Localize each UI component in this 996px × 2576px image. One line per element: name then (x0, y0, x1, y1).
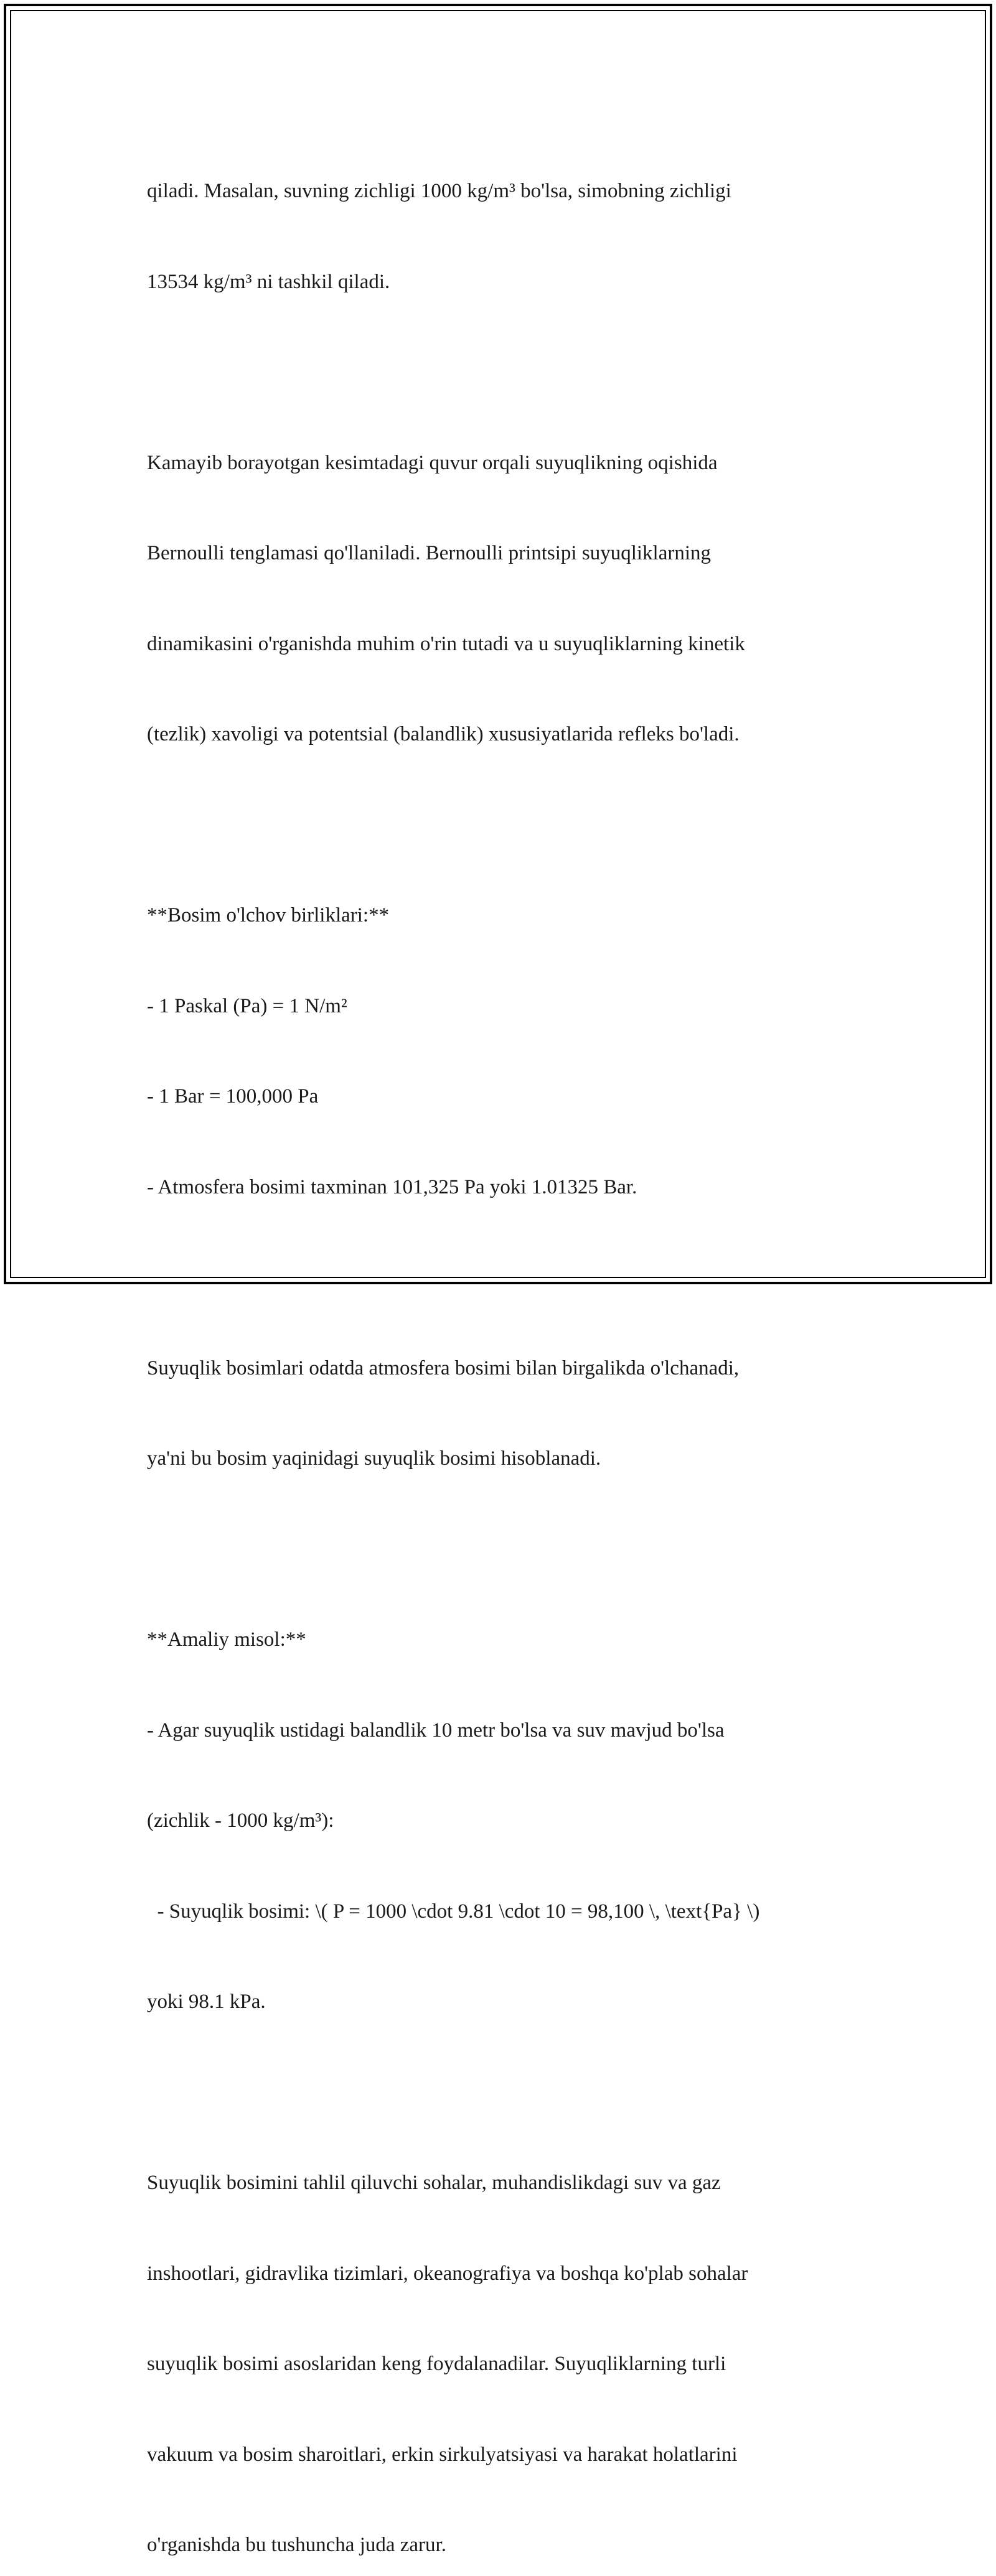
paragraph-bernoulli (147, 388, 850, 810)
text-line: o'rganishda bu tushuncha juda zarur. (147, 2534, 446, 2556)
text-line: vakuum va bosim sharoitlari, erkin sirkulyatsiyasi va harakat holatlarini (147, 2443, 738, 2466)
list-item: - 1 Paskal (Pa) = 1 N/m² (147, 994, 347, 1017)
paragraph-applications (147, 2107, 850, 2576)
list-item: - Atmosfera bosimi taxminan 101,325 Pa yoki 1.01325 Bar. (147, 1175, 637, 1198)
section-heading: **Amaliy misol:** (147, 1628, 306, 1651)
text-line: Suyuqlik bosimlari odatda atmosfera bosimi bilan birgalikda o'lchanadi, (147, 1356, 740, 1379)
text-line: suyuqlik bosimi asoslaridan keng foydalanadilar. Suyuqliklarning turli (147, 2353, 726, 2375)
paragraph-measurement (147, 1293, 850, 1534)
text-line: ya'ni bu bosim yaqinidagi suyuqlik bosimi hisoblanadi. (147, 1447, 601, 1470)
text-line: (zichlik - 1000 kg/m³): (147, 1809, 334, 1832)
list-item: - Suyuqlik bosimi: \( P = 1000 \cdot 9.81 \cdot 10 = 98,100 \, \text{Pa} \) (147, 1900, 760, 1923)
text-line: Bernoulli tenglamasi qo'llaniladi. Bernoulli printsipi suyuqliklarning (147, 542, 712, 564)
text-line: inshootlari, gidravlika tizimlari, okeanografiya va boshqa ko'plab sohalar (147, 2262, 748, 2285)
list-item: - Agar suyuqlik ustidagi balandlik 10 metr bo'lsa va suv mavjud bo'lsa (147, 1719, 725, 1742)
paragraph-example (147, 1564, 850, 2078)
text-line: dinamikasini o'rganishda muhim o'rin tutadi va u suyuqliklarning kinetik (147, 632, 745, 655)
text-line: 13534 kg/m³ ni tashkil qiladi. (147, 270, 390, 293)
document-body (147, 116, 850, 2576)
paragraph-pressure-units (147, 840, 850, 1262)
list-item: - 1 Bar = 100,000 Pa (147, 1085, 319, 1108)
text-line: qiladi. Masalan, suvning zichligi 1000 kg/m³ bo'lsa, simobning zichligi (147, 180, 731, 202)
paragraph-density (147, 116, 850, 357)
text-line: (tezlik) xavoligi va potentsial (balandlik) xususiyatlarida refleks bo'ladi. (147, 723, 740, 745)
text-line: Suyuqlik bosimini tahlil qiluvchi sohalar, muhandislikdagi suv va gaz (147, 2172, 721, 2194)
section-heading: **Bosim o'lchov birliklari:** (147, 904, 390, 926)
text-line: yoki 98.1 kPa. (147, 1990, 266, 2013)
text-line: Kamayib borayotgan kesimtadagi quvur orqali suyuqlikning oqishida (147, 451, 718, 474)
